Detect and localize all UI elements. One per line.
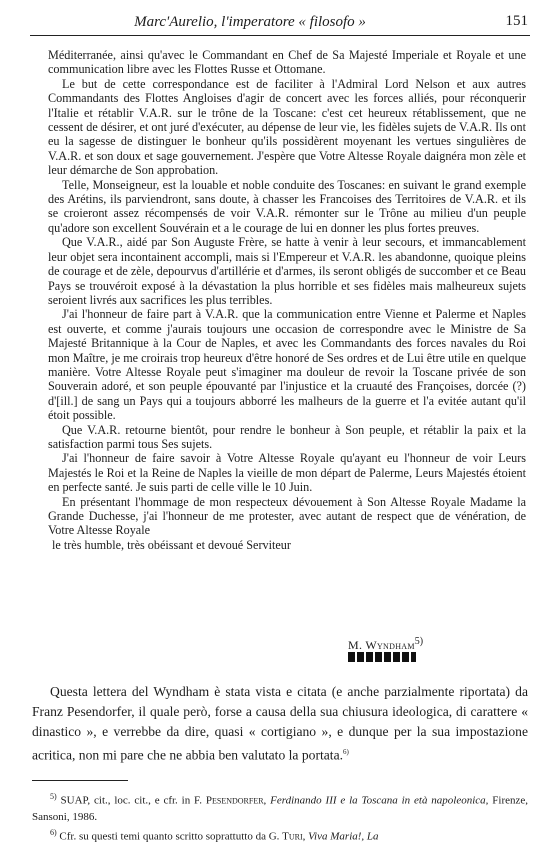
letter-paragraph: En présentant l'hommage de mon respecteux dévouement à Son Altesse Royale Madame la Grande Duchesse, j'ai l'honneur de me protester, avec autant de respect que de vénération, de Votre Altesse Royale — [48, 494, 526, 538]
footnote-author: Turi, — [282, 830, 306, 843]
letter-closing: le très humble, très obéissant et devoué Serviteur — [52, 537, 291, 552]
signature-mark — [348, 652, 416, 662]
letter-paragraph: J'ai l'honneur de faire savoir à Votre Altesse Royale qu'ayant eu l'honneur de voir Leurs Majestés le Roi et la Reine de Naples la vieille de mon départ de Palerme, Leurs Majestés étoient en perfecte santé. Je suis parti de celle ville le 10 Juin. — [48, 451, 526, 495]
letter-paragraph: Telle, Monseigneur, est la louable et noble conduite des Toscanes: en suivant le grand exemple des Arétins, ils parviendront, sans doute, à chasser les Francoises des Territoires de V.A.R. et ils se croieront assez récompensés de voir V.A.R. rémonter sur le Trône au milieu d'un peuple qu'adore son excellent Souvérain et a le courage de lui en donner les plus fortes preuves. — [48, 177, 526, 235]
footnote-text: Firenze, Sansoni, 1986. — [32, 794, 528, 823]
footnote-author: Pesendorfer, — [205, 794, 267, 807]
letter-paragraph: Méditerranée, ainsi qu'avec le Commandant en Chef de Sa Majesté Imperiale et Royale et une communication libre avec les Flottes Russe et Ottomane. — [48, 48, 526, 77]
footnote-text: Cfr. su questi temi quanto scritto soprattutto da G. — [59, 830, 280, 843]
footnote-6 — [32, 825, 528, 844]
commentary-paragraph — [32, 682, 528, 766]
footnote-text: SUAP, cit., loc. cit., e cfr. in F. — [60, 794, 203, 807]
running-head — [30, 10, 530, 36]
footnote-title: Viva Maria!, La — [308, 830, 379, 843]
signature-block — [348, 636, 423, 653]
footnote-rule — [32, 780, 128, 781]
letter-paragraph: Que V.A.R. retourne bientôt, pour rendre le bonheur à Son peuple, et rétablir la paix et la satisfaction parmi tous Ses sujets. — [48, 422, 526, 451]
header-rule — [30, 35, 530, 36]
running-title: Marc'Aurelio, l'imperatore « filosofo » — [134, 14, 366, 30]
footnote-title: Ferdinando III e la Toscana in età napoleonica, — [270, 794, 489, 807]
letter-paragraph: Le but de cette correspondance est de faciliter à l'Admiral Lord Nelson et aux autres Commandants des Flottes Angloises d'agir de concert avec les forces alliés, pour réconquerir l'Italie et rétablir V.A.R. sur le trône de la Toscane: c'est cet heureux rétablissement, que ne cessent de désirer, et ont juré d'exécuter, au dépense de leur vie, les fidèles sujets de V.A.R. Ils ont eu la sagesse de distinguer le bonheur qu'ils possidèrent moyenant les vertues singulières de V.A.R. et son doux et sage gouvernement. J'espère que Votre Altesse Royale daignéra mon zèle et leur démarche de Son approbation. — [48, 76, 526, 178]
letter-body — [48, 48, 526, 552]
footnotes — [32, 789, 528, 844]
footnote-ref: 5) — [414, 636, 424, 647]
page-number: 151 — [505, 13, 528, 29]
commentary-text: Questa lettera del Wyndham è stata vista e citata (e anche parzialmente riportata) da Franz Pesendorfer, il quale però, forse a causa della sua chiusura ideologica, di carattere « dinastico », e verrebbe da dire, quasi « cortigiano », e dunque per la sua impostazione acritica, non mi pare che ne abbia ben valutato la portata. — [32, 684, 528, 763]
footnote-number: 5) — [50, 792, 57, 801]
commentary — [32, 682, 528, 766]
footnote-5 — [32, 789, 528, 825]
footnote-number: 6) — [50, 827, 57, 837]
signature-name: M. Wyndham — [348, 638, 415, 652]
letter-paragraph: Que V.A.R., aidé par Son Auguste Frère, se hatte à venir à leur secours, et immancablement leur objet sera incontainent accompli, mais si l'Empereur et V.A.R. les abandonne, quoique pleins de courage et de zèle, depourvus d'artillérie et d'armes, ils seront obligés de succomber et ce Beau Pays se trouvéroit exposé à la dévastation la plus horrible et ses fidèles mais malheureux sujets seroient livrés aux sacrifices les plus terribles. — [48, 235, 526, 307]
letter-paragraph: J'ai l'honneur de faire part à V.A.R. que la communication entre Vienne et Palerme et Naples est ouverte, et comme j'aurais toujours une occasion de correspondre avec le Ministre de Sa Majesté Britannique à la Cour de Naples, et avec les Commandants des forces navales du Roi mon Maître, je me croirais trop heureux d'être honoré de Ses ordres et de Lui être utile en quelque manière. Votre Altesse Royale peut s'imaginer ma douleur de revoir la Toscane privée de son Souverain adoré, et son peuple épouvanté par l'injustice et la cruauté des Françoises, dorcée (?) d'[ill.] de sang un Pays qui a toujours abborré les malheurs de la guerre et l'a evitée autant qu'il étoit possible. — [48, 307, 526, 423]
footnote-ref: 6) — [343, 748, 349, 756]
